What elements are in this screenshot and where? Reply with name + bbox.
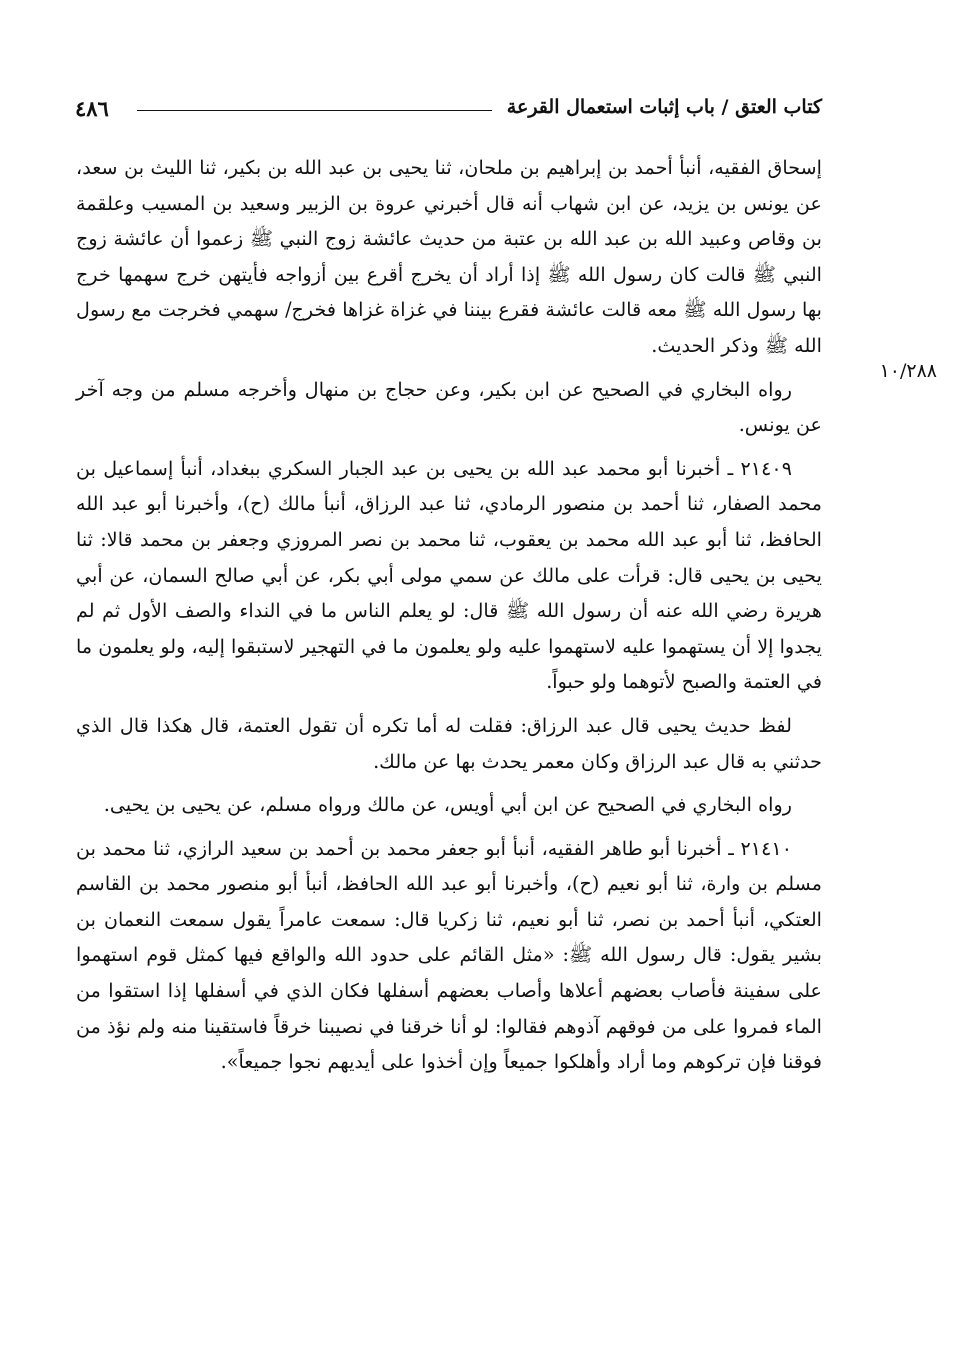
running-title: كتاب العتق / باب إثبات استعمال القرعة xyxy=(506,96,822,118)
paragraph-text: لفظ حديث يحيى قال عبد الرزاق: فقلت له أما تكره أن تقول العتمة، قال هكذا قال الذي حدثني به قال عبد الرزاق وكان معمر يحدث بها عن مالك. xyxy=(76,713,822,773)
paragraph-text: إسحاق الفقيه، أنبأ أحمد بن إبراهيم بن ملحان، ثنا يحيى بن عبد الله بن بكير، ثنا الليث بن سعد، عن يونس بن يزيد، عن ابن شهاب أنه قال أخبرني عروة بن الزبير وسعيد بن المسيب وعلقمة بن وقاص وعبيد الله بن عبد الله بن عتبة من حديث عائشة زوج النبي ﷺ زعموا أن عائشة زوج النبي ﷺ قالت كان رسول الله ﷺ إذا أراد أن يخرج أقرع بين أزواجه فأيتهن خرج سهمها خرج بها رسول الله ﷺ معه قالت عائشة فقرع بيننا في غزاة غزاها فخرج/ سهمي فخرجت مع رسول الله ﷺ وذكر الحديث. xyxy=(76,156,822,357)
paragraph-text: رواه البخاري في الصحيح عن ابن بكير، وعن حجاج بن منهال وأخرجه مسلم من وجه آخر عن يونس. xyxy=(76,377,822,437)
paragraph-hadith xyxy=(76,831,822,1080)
paragraph-commentary xyxy=(76,708,822,779)
running-header xyxy=(75,96,822,132)
page-number: ٤٨٦ xyxy=(75,96,109,121)
paragraph-text: رواه البخاري في الصحيح عن ابن أبي أويس، عن مالك ورواه مسلم، عن يحيى بن يحيى. xyxy=(103,793,792,817)
paragraph-isnad-continuation xyxy=(76,150,822,364)
paragraph-text: ـ أخبرنا أبو طاهر الفقيه، أنبأ أبو جعفر محمد بن أحمد بن سعيد الرازي، ثنا محمد بن مسلم بن وارة، ثنا أبو نعيم (ح)، وأخبرنا أبو عبد الله الحافظ، أنبأ أبو منصور محمد بن القاسم العتكي، أنبأ أحمد بن نصر، ثنا أبو نعيم، ثنا زكريا قال: سمعت عامراً يقول سمعت النعمان بن بشير يقول: قال رسول الله ﷺ: «مثل القائم على حدود الله والواقع فيها كمثل قوم استهموا على سفينة فأصاب بعضهم أعلاها وأصاب بعضهم أسفلها فكان الذي في أسفلها إذا استقوا من الماء فمروا على من فوقهم آذوهم فقالوا: لو أنا خرقنا في نصيبنا خرقاً فاستقينا منه ولم نؤذ من فوقنا فإن تركوهم وما أراد وأهلكوا جميعاً وإن أخذوا على أيديهم نجوا جميعاً». xyxy=(76,836,822,1074)
paragraph-text: ـ أخبرنا أبو محمد عبد الله بن يحيى بن عبد الجبار السكري ببغداد، أنبأ إسماعيل بن محمد الصفار، ثنا أحمد بن منصور الرمادي، ثنا عبد الرزاق، أنبأ مالك (ح)، وأخبرنا أبو عبد الله الحافظ، ثنا أبو عبد الله محمد بن يعقوب، ثنا محمد بن نصر المروزي وجعفر بن محمد قالا: ثنا يحيى بن يحيى قال: قرأت على مالك عن سمي مولى أبي بكر، عن أبي صالح السمان، عن أبي هريرة رضي الله عنه أن رسول الله ﷺ قال: لو يعلم الناس ما في النداء والصف الأول ثم لم يجدوا إلا أن يستهموا عليه لاستهموا عليه ولو يعلمون ما في التهجير لاستبقوا إليه، ولو يعلمون ما في العتمة والصبح لأتوهما ولو حبواً. xyxy=(76,456,822,694)
paragraph-commentary xyxy=(76,372,822,443)
header-rule xyxy=(137,110,492,111)
main-text xyxy=(76,150,822,1088)
paragraph-commentary xyxy=(76,787,822,823)
margin-reference: ١٠/٢٨٨ xyxy=(879,360,937,382)
hadith-number: ٢١٤١٠ xyxy=(740,836,792,860)
paragraph-hadith xyxy=(76,451,822,700)
hadith-number: ٢١٤٠٩ xyxy=(740,456,792,480)
